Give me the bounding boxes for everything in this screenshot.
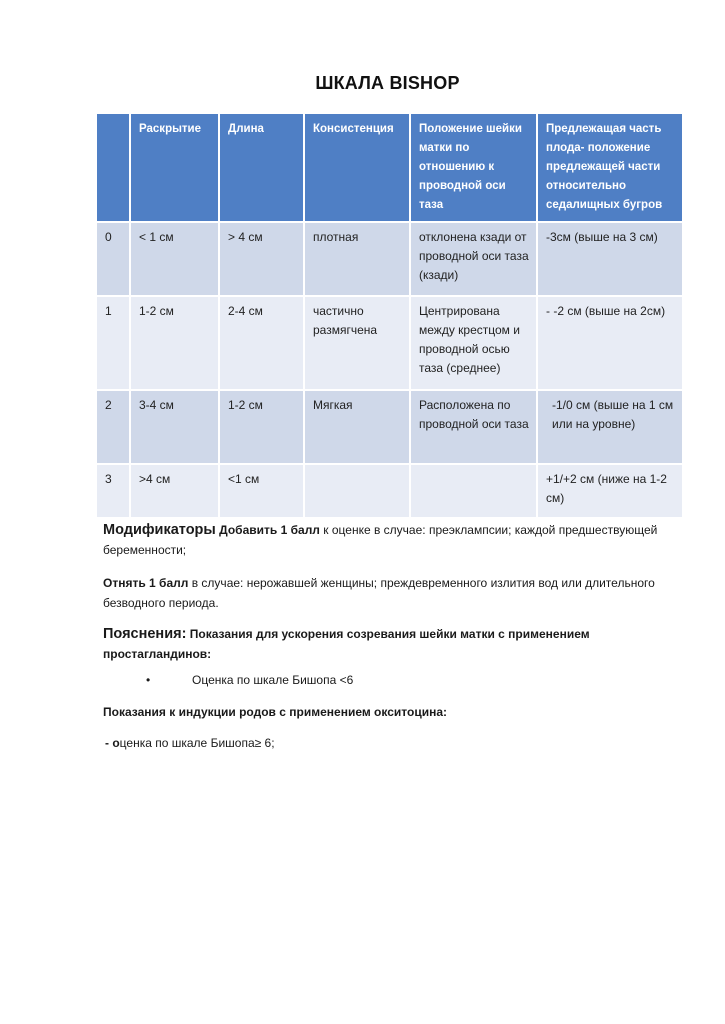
- position-cell: Центрирована между крестцом и проводной осью таза (среднее): [411, 297, 536, 389]
- score-cell: 2: [97, 391, 129, 463]
- header-score: [97, 114, 129, 221]
- header-fetal-station: Предлежащая часть плода- положение предлежащей части относительно седалищных бугров: [538, 114, 682, 221]
- station-cell: -1/0 см (выше на 1 см или на уровне): [538, 391, 682, 463]
- oxytocin-item-prefix: - о: [105, 736, 120, 750]
- score-cell: 0: [97, 223, 129, 295]
- score-cell: 1: [97, 297, 129, 389]
- dilation-cell: < 1 см: [131, 223, 218, 295]
- oxytocin-indications: Показания к индукции родов с применением окситоцина:: [103, 705, 447, 719]
- consistency-cell: [305, 465, 409, 517]
- modifiers-subtract-label: Отнять 1 балл: [103, 576, 189, 590]
- header-length: Длина: [220, 114, 303, 221]
- position-cell: [411, 465, 536, 517]
- header-cervix-position: Положение шейки матки по отношению к проводной оси таза: [411, 114, 536, 221]
- table-row: [97, 465, 682, 517]
- length-cell: 2-4 см: [220, 297, 303, 389]
- position-cell: отклонена кзади от проводной оси таза (кзади): [411, 223, 536, 295]
- consistency-cell: плотная: [305, 223, 409, 295]
- table-row: [97, 223, 682, 295]
- header-dilation: Раскрытие: [131, 114, 218, 221]
- bullet-text: Оценка по шкале Бишопа <6: [192, 673, 354, 687]
- modifiers-heading: Модификаторы: [103, 522, 216, 538]
- bishop-score-table: [95, 112, 684, 519]
- station-cell: +1/+2 см (ниже на 1-2 см): [538, 465, 682, 517]
- station-cell: -3см (выше на 3 см): [538, 223, 682, 295]
- dilation-cell: >4 см: [131, 465, 218, 517]
- oxytocin-item-text: ценка по шкале Бишопа≥ 6;: [119, 736, 275, 750]
- dilation-cell: 1-2 см: [131, 297, 218, 389]
- score-cell: 3: [97, 465, 129, 517]
- modifiers-add-text: к оценке в случае: преэклампсии; каждой предшествующей беременности;: [103, 523, 658, 557]
- consistency-cell: частично размягчена: [305, 297, 409, 389]
- length-cell: <1 см: [220, 465, 303, 517]
- length-cell: 1-2 см: [220, 391, 303, 463]
- modifiers-add-label: Добавить 1 балл: [219, 523, 320, 537]
- dilation-cell: 3-4 см: [131, 391, 218, 463]
- station-cell: - -2 см (выше на 2см): [538, 297, 682, 389]
- consistency-cell: Мягкая: [305, 391, 409, 463]
- modifiers-subtract-paragraph: [103, 573, 683, 613]
- position-cell: Расположена по проводной оси таза: [411, 391, 536, 463]
- table-header-row: [97, 114, 682, 221]
- prostaglandin-indications: Показания для ускорения созревания шейки матки с применением простагландинов:: [103, 627, 590, 661]
- header-consistency: Консистенция: [305, 114, 409, 221]
- table-row: [97, 391, 682, 463]
- oxytocin-item: [105, 733, 685, 753]
- modifiers-add-paragraph: [103, 520, 683, 560]
- explanations-paragraph: [103, 624, 683, 664]
- explanations-heading: Пояснения:: [103, 626, 187, 642]
- page-title: ШКАЛА BISHOP: [315, 73, 460, 93]
- modifiers-subtract-text: в случае: нерожавшей женщины; преждевременного излития вод или длительного безводного периода.: [103, 576, 655, 610]
- list-item: [146, 673, 353, 687]
- bullet-icon: •: [146, 673, 151, 687]
- table-row: [97, 297, 682, 389]
- length-cell: > 4 см: [220, 223, 303, 295]
